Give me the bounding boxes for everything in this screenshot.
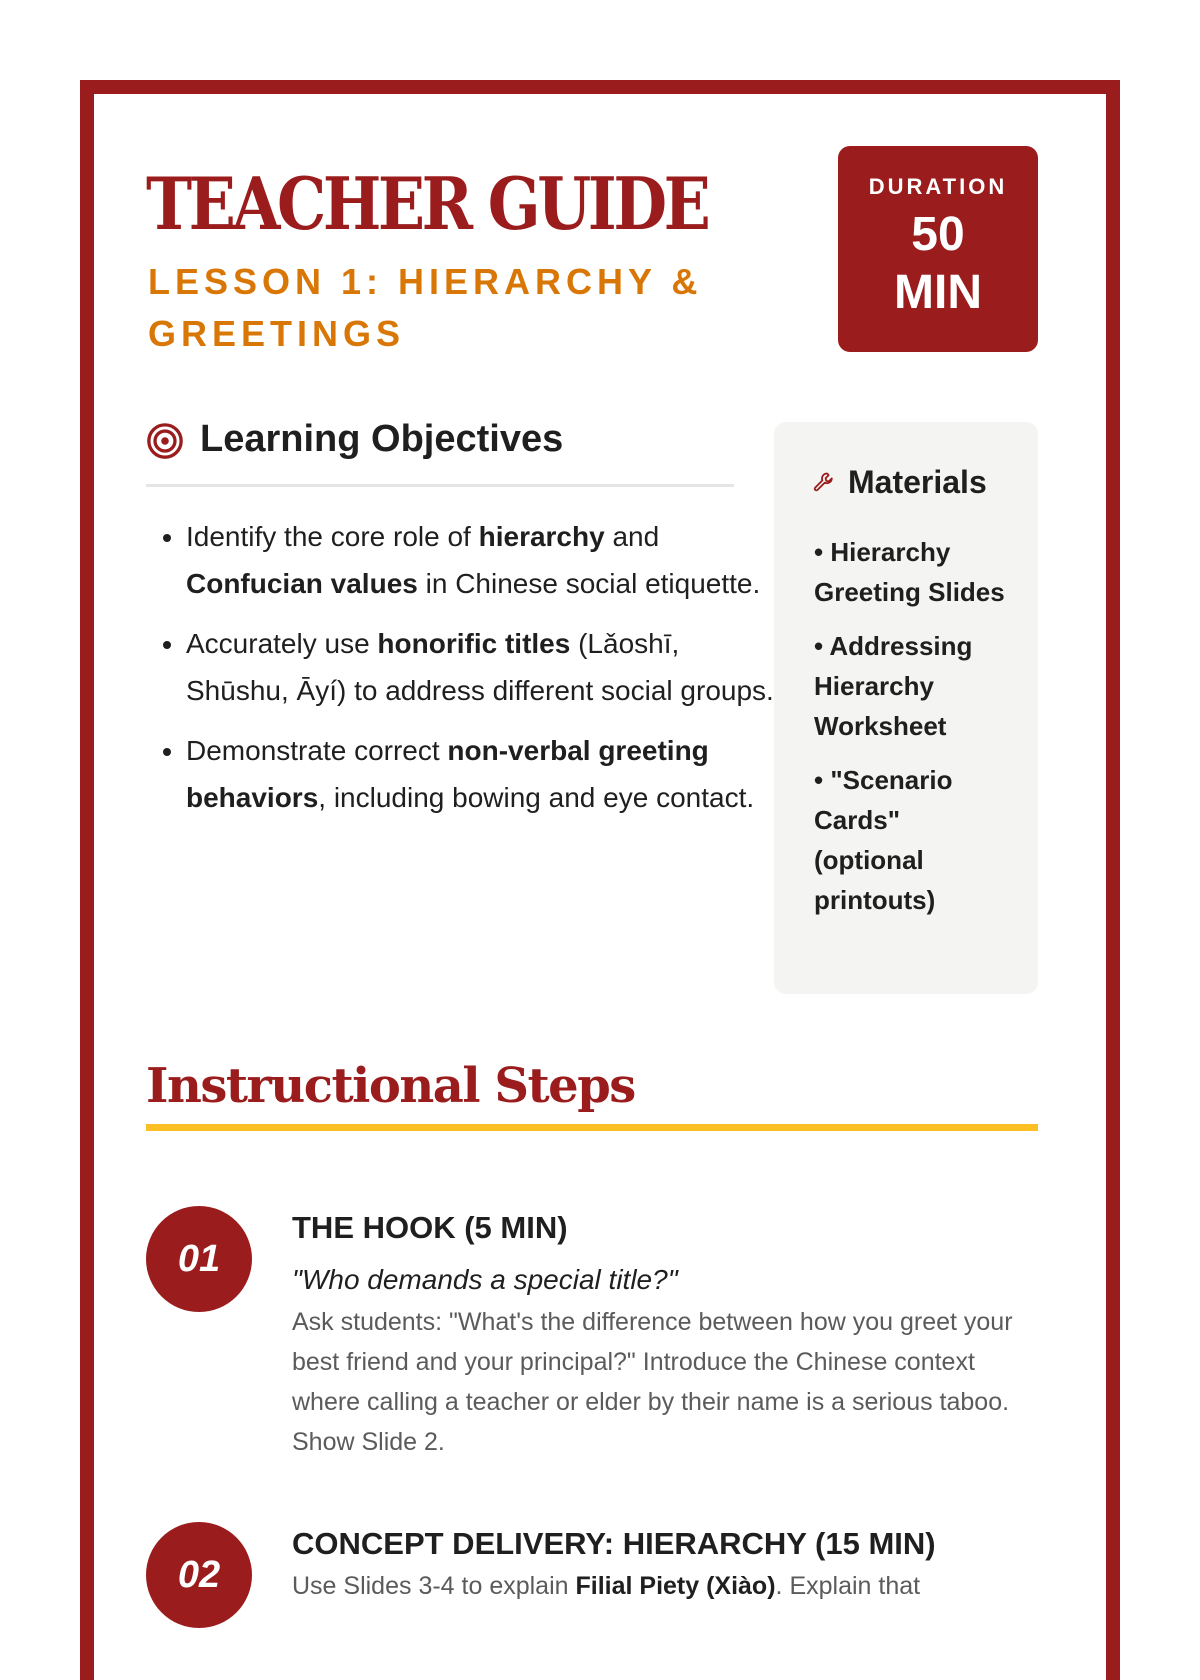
step-body: [292, 1522, 1032, 1606]
duration-label: DURATION: [868, 174, 1008, 199]
objective-item: • Accurately use honorific titles (Lǎoshī, Shūshu, Āyí) to address different social groups.: [186, 621, 786, 714]
target-icon: [146, 422, 184, 460]
step-number-badge: 01: [146, 1206, 252, 1312]
materials-list: [814, 532, 1014, 934]
material-item: • Hierarchy Greeting Slides: [814, 537, 1005, 607]
material-item: • "Scenario Cards" (optional printouts): [814, 765, 953, 915]
lesson-subtitle: LESSON 1: HIERARCHY & GREETINGS: [148, 261, 703, 354]
duration-value: [838, 206, 1038, 322]
material-item: • Addressing Hierarchy Worksheet: [814, 631, 973, 741]
step-body: [292, 1206, 1032, 1462]
objectives-title: Learning Objectives: [200, 418, 564, 460]
step-heading: THE HOOK (5 MIN): [292, 1210, 568, 1245]
page-title: TEACHER GUIDE: [146, 161, 708, 246]
objectives-header: [146, 414, 734, 487]
step-description: Use Slides 3-4 to explain Filial Piety (Xiào). Explain that: [292, 1572, 921, 1600]
steps-divider: [146, 1124, 1038, 1131]
objective-item: • Demonstrate correct non-verbal greeting behaviors, including bowing and eye contact.: [186, 728, 786, 821]
materials-title: Materials: [848, 464, 987, 500]
step-description: Ask students: "What's the difference between how you greet your best friend and your principal?" Introduce the Chinese context where calling a teacher or elder by their name is a serious taboo. Show Slide 2.: [292, 1308, 1013, 1456]
objectives-list: [146, 514, 786, 835]
step-heading: CONCEPT DELIVERY: HIERARCHY (15 MIN): [292, 1526, 936, 1561]
duration-unit: MIN: [894, 266, 982, 319]
step-quote: "Who demands a special title?": [292, 1264, 678, 1295]
duration-number: 50: [911, 208, 965, 261]
objective-item: • Identify the core role of hierarchy and Confucian values in Chinese social etiquette.: [186, 514, 786, 607]
duration-badge: [838, 146, 1038, 352]
wrench-icon: [812, 470, 836, 494]
steps-title: Instructional Steps: [146, 1058, 635, 1114]
step-number-badge: 02: [146, 1522, 252, 1628]
materials-panel: [774, 422, 1038, 994]
guide-frame: [80, 80, 1120, 1680]
